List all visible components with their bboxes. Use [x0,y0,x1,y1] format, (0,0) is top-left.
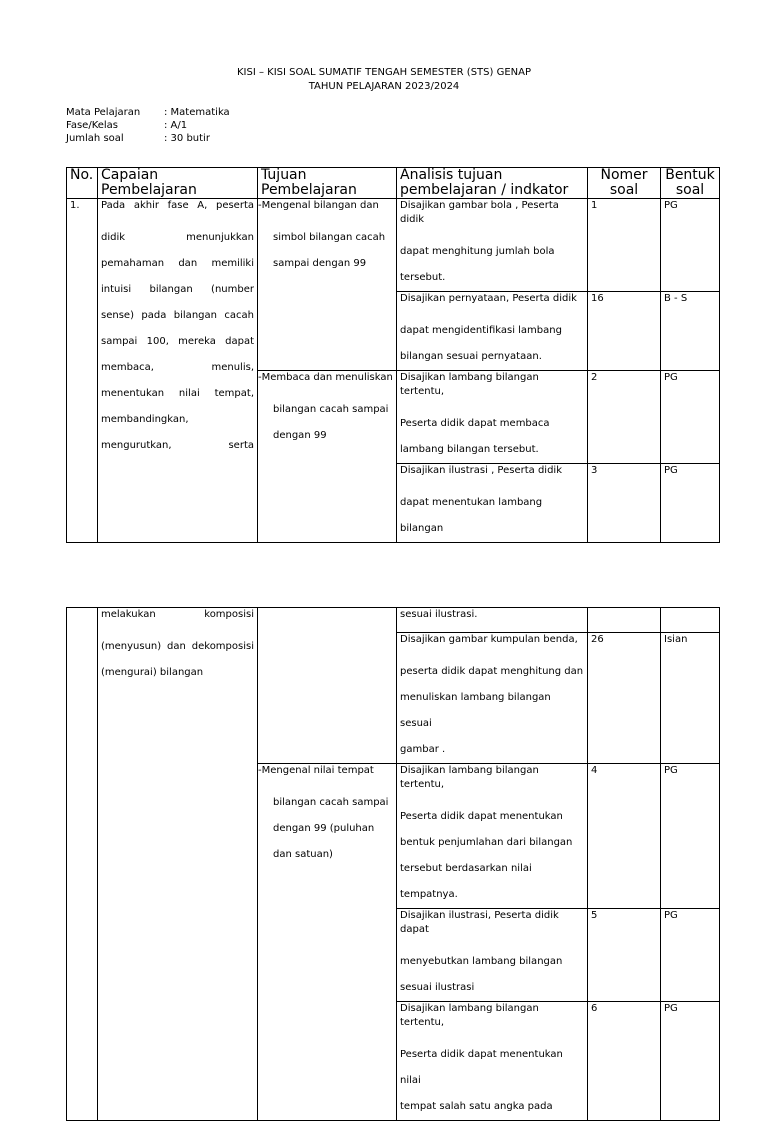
analisis-cell: Disajikan gambar kumpulan benda, peserta didik dapat menghitung dan menuliskan lambang bilangan sesuai gambar . [397,633,588,764]
bentuk-cell: PG [661,371,720,464]
bentuk-cell: B - S [661,292,720,371]
tp-cell-3: -Mengenal nilai tempat bilangan cacah sampai dengan 99 (puluhan dan satuan) [258,764,397,1121]
header-nomer: Nomer soal [588,168,661,199]
nomer-cell: 3 [588,464,661,543]
nomer-cell: 5 [588,909,661,1002]
bentuk-cell: PG [661,199,720,292]
meta-subject: Mata Pelajaran : Matematika [66,107,230,118]
nomer-cell: 4 [588,764,661,909]
analisis-cell: Disajikan gambar bola , Peserta didik dapat menghitung jumlah bola tersebut. [397,199,588,292]
meta-block [66,106,230,145]
row-number-continued [67,608,98,1121]
tp-cell-1: -Mengenal bilangan dan simbol bilangan cacah sampai dengan 99 [258,199,397,371]
analisis-cell: Disajikan lambang bilangan tertentu, Peserta didik dapat menentukan bentuk penjumlahan dari bilangan tersebut berdasarkan nilai tempatnya. [397,764,588,909]
nomer-cell: 26 [588,633,661,764]
tp-cell-2-continued [258,608,397,764]
bentuk-cell: PG [661,909,720,1002]
tp-cell-2: -Membaca dan menuliskan bilangan cacah sampai dengan 99 [258,371,397,543]
bentuk-cell: Isian [661,633,720,764]
header-no: No. [67,168,98,199]
cp-cell-continued: melakukan komposisi (menyusun) dan dekomposisi (mengurai) bilangan [98,608,258,1121]
bentuk-cell: PG [661,464,720,543]
bentuk-cell [661,608,720,633]
analisis-cell: Disajikan lambang bilangan tertentu, Peserta didik dapat membaca lambang bilangan tersebut. [397,371,588,464]
header-cp: Capaian Pembelajaran [98,168,258,199]
row-number: 1. [67,199,98,543]
nomer-cell: 16 [588,292,661,371]
cp-cell: Pada akhir fase A, peserta didik menunjukkan pemahaman dan memiliki intuisi bilangan (number sense) pada bilangan cacah sampai 100, mereka dapat membaca, menulis, menentukan nilai tempat, membandingkan, mengurutkan, serta [98,199,258,543]
table-row [67,608,720,633]
kisi-table-page2 [66,607,720,1121]
header-analisis: Analisis tujuan pembelajaran / indkator [397,168,588,199]
meta-phase: Fase/Kelas : A/1 [66,120,188,131]
nomer-cell: 1 [588,199,661,292]
meta-count: Jumlah soal : 30 butir [66,133,210,144]
nomer-cell: 6 [588,1002,661,1121]
nomer-cell: 2 [588,371,661,464]
kisi-table-page1 [66,167,720,543]
table-header-row [67,168,720,199]
analisis-cell: sesuai ilustrasi. [397,608,588,633]
analisis-cell: Disajikan ilustrasi, Peserta didik dapat menyebutkan lambang bilangan sesuai ilustrasi [397,909,588,1002]
document-title-line1: KISI – KISI SOAL SUMATIF TENGAH SEMESTER (STS) GENAP [236,67,532,78]
analisis-cell: Disajikan lambang bilangan tertentu, Peserta didik dapat menentukan nilai tempat salah satu angka pada [397,1002,588,1121]
header-tp: Tujuan Pembelajaran [258,168,397,199]
analisis-cell: Disajikan pernyataan, Peserta didik dapat mengidentifikasi lambang bilangan sesuai pernyataan. [397,292,588,371]
table-row [67,199,720,292]
header-bentuk: Bentuk soal [661,168,720,199]
document-title-line2: TAHUN PELAJARAN 2023/2024 [308,81,460,92]
bentuk-cell: PG [661,1002,720,1121]
nomer-cell [588,608,661,633]
bentuk-cell: PG [661,764,720,909]
analisis-cell: Disajikan ilustrasi , Peserta didik dapat menentukan lambang bilangan [397,464,588,543]
